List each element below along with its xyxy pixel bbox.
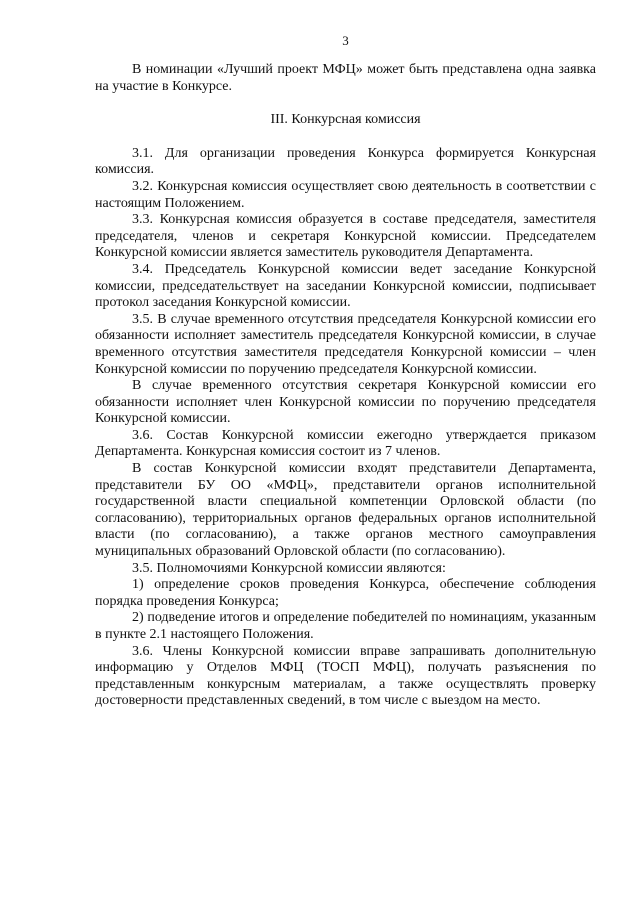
paragraph-3-5: 3.5. В случае временного отсутствия председателя Конкурсной комиссии его обязанности исполняет заместитель председателя Конкурсной комиссии, в случае временного отсутствия заместителя председателя Конкурсной комиссии – член Конкурсной комиссии по поручению председателя Конкурсной комиссии.	[95, 311, 596, 377]
paragraph-secretary-absence: В случае временного отсутствия секретаря Конкурсной комиссии его обязанности исполняет член Конкурсной комиссии по поручению председателя Конкурсной комиссии.	[95, 378, 596, 427]
section-heading: III. Конкурсная комиссия	[270, 112, 421, 128]
page-number: 3	[342, 33, 349, 48]
paragraph-3-5-powers: 3.5. Полномочиями Конкурсной комиссии являются:	[132, 560, 446, 576]
paragraph-3-2: 3.2. Конкурсная комиссия осуществляет свою деятельность в соответствии с настоящим Положением.	[95, 178, 596, 211]
paragraph-3-4: 3.4. Председатель Конкурсной комиссии ведет заседание Конкурсной комиссии, председательствует на заседании Конкурсной комиссии, подписывает протокол заседания Конкурсной комиссии.	[95, 261, 596, 311]
list-item-1: 1) определение сроков проведения Конкурса, обеспечение соблюдения порядка проведения Конкурса;	[95, 577, 596, 609]
document-body	[95, 62, 596, 710]
paragraph-commission-members: В состав Конкурсной комиссии входят представители Департамента, представители БУ ОО «МФЦ», представители органов исполнительной государственной власти специальной компетенции Орловской области (по согласованию), территориальных органов федеральных органов исполнительной власти (по согласованию), а также органов местного самоуправления муниципальных образований Орловской области (по согласованию).	[95, 461, 596, 560]
list-item-2: 2) подведение итогов и определение победителей по номинациям, указанным в пункте 2.1 настоящего Положения.	[95, 610, 596, 642]
paragraph-3-6-rights: 3.6. Члены Конкурсной комиссии вправе запрашивать дополнительную информацию у Отделов МФЦ (ТОСП МФЦ), получать разъяснения по представленным конкурсным материалам, а также осуществлять проверку достоверности представленных сведений, в том числе с выездом на место.	[95, 643, 596, 709]
paragraph-3-3: 3.3. Конкурсная комиссия образуется в составе председателя, заместителя председателя, членов и секретаря Конкурсной комиссии. Председателем Конкурсной комиссии является заместитель руководителя Департамента.	[95, 212, 596, 261]
paragraph-3-6-composition: 3.6. Состав Конкурсной комиссии ежегодно утверждается приказом Департамента. Конкурсная комиссия состоит из 7 членов.	[95, 427, 596, 460]
paragraph-3-1: 3.1. Для организации проведения Конкурса формируется Конкурсная комиссия.	[95, 145, 596, 178]
intro-paragraph: В номинации «Лучший проект МФЦ» может быть представлена одна заявка на участие в Конкурсе.	[95, 62, 596, 94]
